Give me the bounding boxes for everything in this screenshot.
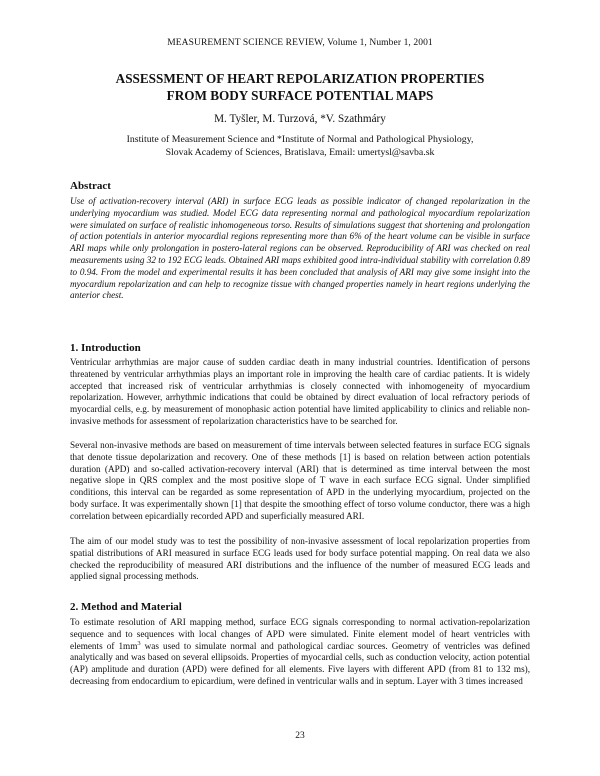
title-line-2: FROM BODY SURFACE POTENTIAL MAPS — [166, 88, 434, 103]
journal-header: MEASUREMENT SCIENCE REVIEW, Volume 1, Number 1, 2001 — [167, 38, 433, 48]
title-line-1: ASSESSMENT OF HEART REPOLARIZATION PROPERTIES — [115, 71, 485, 86]
affiliation — [0, 134, 600, 159]
section-2-heading: 2. Method and Material — [70, 601, 182, 613]
superscript-3: 3 — [137, 639, 141, 647]
abstract-heading: Abstract — [70, 180, 111, 192]
section-1-heading: 1. Introduction — [70, 342, 141, 354]
section-1-paragraph-1: Ventricular arrhythmias are major cause of sudden cardiac death in many industrial countries. Identification of persons threatened by ventricular arrhythmias plays an important role in improving the health care of cardiac patients. It is widely accepted that increased risk of ventricular arrhythmias is closely connected with inhomogeneity of myocardium repolarization. However, arrhythmic indications that could be obtained by direct evaluation of local refractory periods of myocardial cells, e.g. by measurement of monophasic action potential have limited applicability to clinics and reliable non-invasive methods for assessment of repolarization characteristics have to be searched for. — [70, 357, 530, 426]
abstract-text: Use of activation-recovery interval (ARI) in surface ECG leads as possible indicator of changed repolarization in the underlying myocardium was studied. Model ECG data representing normal and pathological myocardium repolarization were simulated on surface of realistic inhomogeneous torso. Results of simulations suggest that shortening and prolongation of action potentials in anterior myocardial regions representing more than 6% of the heart volume can be visible in surface ARI maps while only prolongation in postero-lateral regions can be observed. Reproducibility of ARI was checked on real measurements using 32 to 192 ECG leads. Obtained ARI maps exhibited good intra-individual stability with correlation 0.89 to 0.94. From the model and experimental results it has been concluded that analysis of ARI may give some insight into the myocardium repolarization and can help to recognize tissue with changed properties namely in heart regions underlying the anterior chest. — [70, 196, 530, 301]
affiliation-line-1: Institute of Measurement Science and *Institute of Normal and Pathological Physiology, — [126, 134, 474, 145]
page-number: 23 — [295, 731, 305, 741]
section-2-text-a: To estimate resolution of ARI mapping method, surface ECG signals corresponding to normal activation-repolarization sequence and to sequences with local changes of APD were simulated. Finite element model of heart ventricles with elements of 1mm — [70, 617, 530, 651]
affiliation-line-2: Slovak Academy of Sciences, Bratislava, Email: umertysl@savba.sk — [165, 146, 435, 158]
section-2-paragraph-1 — [70, 617, 530, 688]
section-1-paragraph-2: Several non-invasive methods are based on measurement of time intervals between selected features in surface ECG signals that denote tissue depolarization and recovery. One of these methods [1] is based on relation between action potentials duration (APD) and so-called activation-recovery interval (ARI) that is determined as time interval between the most negative slope in QRS complex and the most positive slope of T wave in each surface ECG signal. Under simplified conditions, this interval can be regarded as some representation of APD in the underlying myocardium, projected on the body surface. It was experimentally shown [1] that despite the smoothing effect of torso volume conductor, there was a high correlation between epicardially recorded APD and superficially measured ARI. — [70, 440, 530, 521]
section-1-paragraph-3: The aim of our model study was to test the possibility of non-invasive assessment of local repolarization properties from spatial distributions of ARI measured in surface ECG leads used for body surface potential mapping. On real data we also checked the reproducibility of measured ARI distributions and the influence of the number of measured ECG leads and applied signal processing methods. — [70, 536, 530, 582]
section-2-text-b: was used to simulate normal and pathological cardiac sources. Geometry of ventricles was defined analytically and was based on several ellipsoids. Properties of myocardial cells, such as conduction velocity, action potential (AP) amplitude and duration (APD) were defined for all elements. Five layers with different APD (from 81 to 132 ms), decreasing from endocardium to epicardium, were defined in ventricular walls and in septum. Layer with 3 times increased — [70, 640, 530, 686]
authors: M. Tyšler, M. Turzová, *V. Szathmáry — [214, 113, 386, 125]
paper-title — [0, 70, 600, 104]
